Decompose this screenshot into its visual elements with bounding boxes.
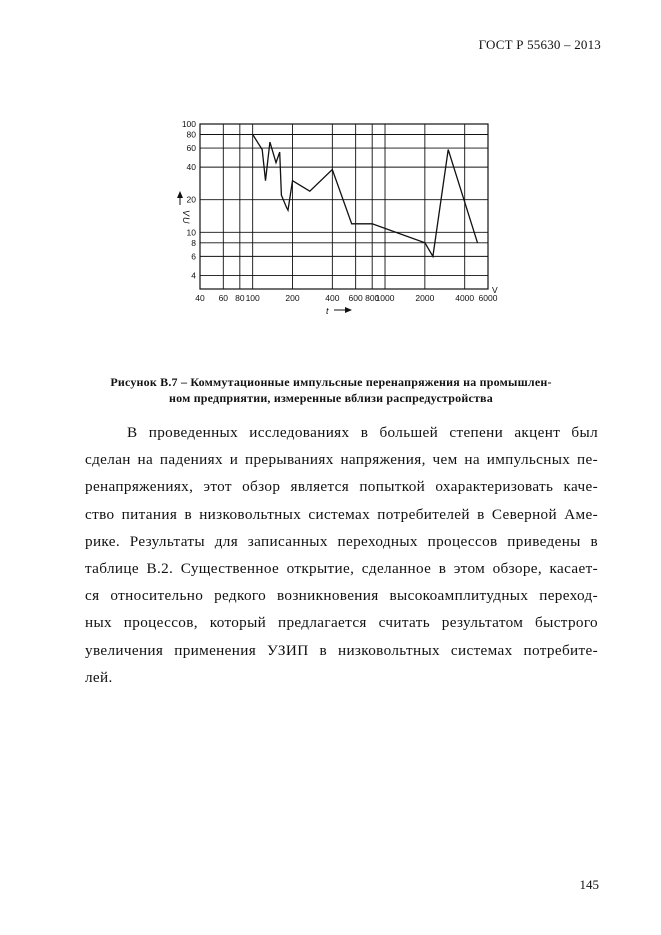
y-axis-arrow-head xyxy=(177,191,183,198)
x-tick-labels xyxy=(195,293,497,303)
y-tick-label: 8 xyxy=(191,237,196,248)
y-tick-labels xyxy=(182,119,196,280)
paragraph-line: ся относительно редкого возникновения высокоамплитудных переход- xyxy=(85,587,598,605)
paragraph-line: ных процессов, который предлагается считать результатом быстрого xyxy=(85,614,598,632)
caption-line-2: ном предприятии, измеренные вблизи распредустройства xyxy=(169,391,493,405)
x-tick-label: 2000 xyxy=(415,293,435,303)
series-line xyxy=(253,135,478,257)
y-tick-label: 20 xyxy=(186,194,196,205)
x-tick-label: 200 xyxy=(285,293,300,303)
x-tick-label: 80 xyxy=(235,293,245,303)
body-paragraph xyxy=(85,419,598,691)
paragraph-line: таблице В.2. Существенное открытие, сделанное в этом обзоре, касает- xyxy=(85,560,598,578)
x-axis-unit: V xyxy=(492,285,498,295)
x-axis-label: t xyxy=(326,306,329,316)
x-tick-label: 1000 xyxy=(375,293,395,303)
plot-frame xyxy=(200,124,488,289)
y-tick-label: 40 xyxy=(186,162,196,173)
x-axis-arrow-head xyxy=(345,307,352,313)
x-tick-label: 600 xyxy=(348,293,363,303)
paragraph-line: лей. xyxy=(85,668,113,686)
y-tick-label: 4 xyxy=(191,270,196,281)
overvoltage-chart xyxy=(176,113,506,323)
x-tick-label: 60 xyxy=(218,293,229,303)
paragraph-line: ство питания в низковольтных системах потребителей в Северной Аме- xyxy=(85,505,598,523)
x-tick-label: 40 xyxy=(195,293,205,303)
figure-caption xyxy=(62,374,600,406)
paragraph-line: увеличения применения УЗИП в низковольтных системах потребите- xyxy=(85,641,598,659)
paragraph-line: рике. Результаты для записанных переходных процессов приведены в xyxy=(85,532,598,550)
x-tick-label: 4000 xyxy=(455,293,475,303)
page-number: 145 xyxy=(579,877,599,892)
x-tick-label: 400 xyxy=(325,293,340,303)
y-tick-label: 60 xyxy=(186,143,196,154)
x-tick-label: 100 xyxy=(245,293,260,303)
y-tick-label: 80 xyxy=(186,129,196,140)
x-tick-label: 6000 xyxy=(478,293,498,303)
paragraph-line: ренапряжениях, этот обзор является попыткой охарактеризовать каче- xyxy=(85,478,598,496)
y-tick-label: 10 xyxy=(186,227,196,238)
paragraph-line: В проведенных исследованиях в большей степени акцент был xyxy=(127,424,598,441)
x-tick-label: 800 xyxy=(365,293,380,303)
caption-line-1: Рисунок В.7 – Коммутационные импульсные перенапряжения на промышлен- xyxy=(110,375,552,389)
vertical-gridlines xyxy=(223,124,464,289)
y-tick-label: 100 xyxy=(181,119,196,129)
paragraph-line: сделан на падениях и прерываниях напряжения, чем на импульсных пе- xyxy=(85,451,598,469)
document-header: ГОСТ Р 55630 – 2013 xyxy=(478,37,601,52)
y-axis-symbol: U xyxy=(181,217,191,224)
y-tick-label: 6 xyxy=(191,251,196,262)
horizontal-gridlines xyxy=(200,134,488,275)
y-axis-label: V xyxy=(181,210,191,217)
